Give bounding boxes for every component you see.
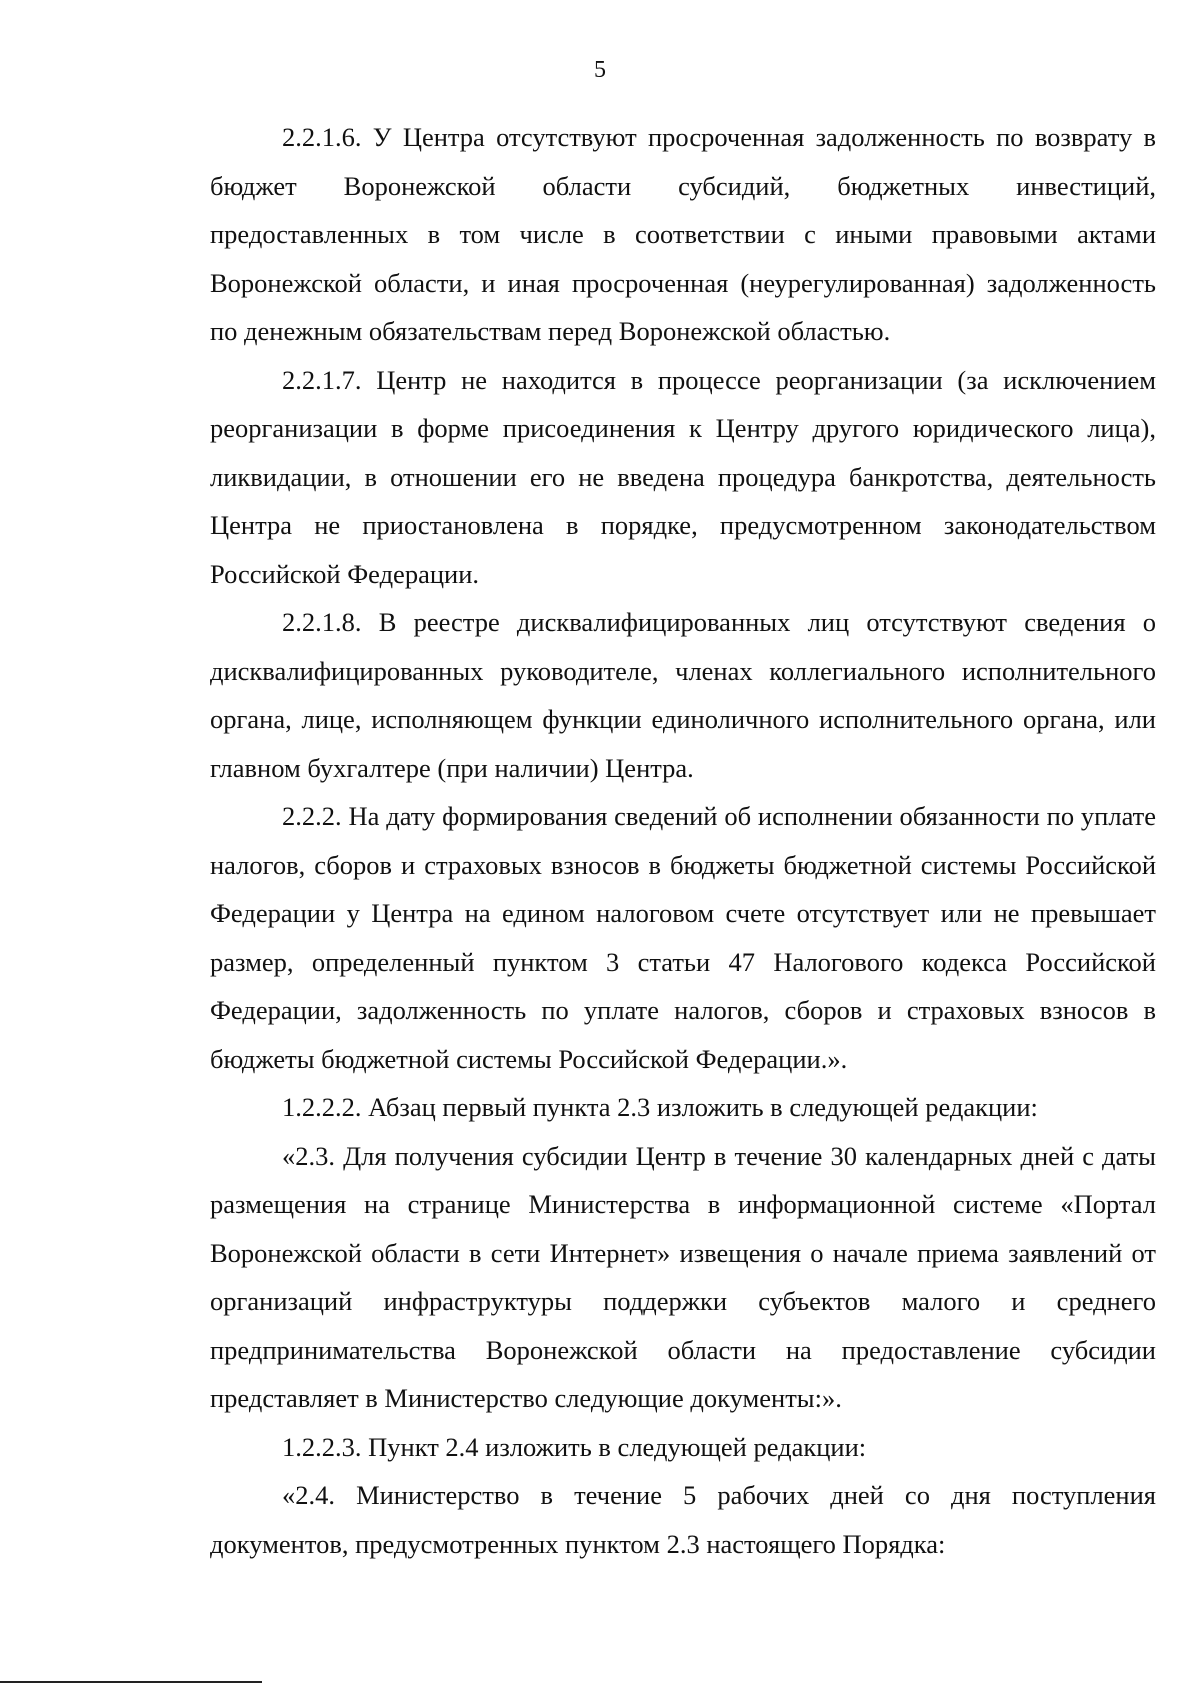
- paragraph-2-3-quote: «2.3. Для получения субсидии Центр в течение 30 календарных дней с даты размещения на странице Министерства в информационной системе «Портал Воронежской области в сети Интернет» извещения о начале приема заявлений от организаций инфраструктуры поддержки субъектов малого и среднего предпринимательства Воронежской области на предоставление субсидии представляет в Министерство следующие документы:».: [210, 1140, 1156, 1413]
- paragraph-1-2-2-3: 1.2.2.3. Пункт 2.4 изложить в следующей редакции:: [282, 1431, 867, 1462]
- footer-rule: [0, 1681, 262, 1683]
- paragraph-2-2-2: 2.2.2. На дату формирования сведений об исполнении обязанности по уплате налогов, сборов и страховых взносов в бюджеты бюджетной системы Российской Федерации у Центра на едином налоговом счете отсутствует или не превышает размер, определенный пунктом 3 статьи 47 Налогового кодекса Российской Федерации, задолженность по уплате налогов, сборов и страховых взносов в бюджеты бюджетной системы Российской Федерации.».: [210, 801, 1156, 1074]
- paragraph-1-2-2-2: 1.2.2.2. Абзац первый пункта 2.3 изложить в следующей редакции:: [282, 1092, 1038, 1122]
- page-number: 5: [594, 57, 606, 83]
- paragraph-2-2-1-8: 2.2.1.8. В реестре дисквалифицированных лиц отсутствуют сведения о дисквалифицированных руководителе, членах коллегиального исполнительного органа, лице, исполняющем функции единоличного исполнительного органа, или главном бухгалтере (при наличии) Центра.: [210, 607, 1156, 783]
- paragraph-2-4-quote: «2.4. Министерство в течение 5 рабочих дней со дня поступления документов, предусмотренных пунктом 2.3 настоящего Порядка:: [210, 1480, 1156, 1559]
- paragraph-2-2-1-6: 2.2.1.6. У Центра отсутствуют просроченная задолженность по возврату в бюджет Воронежской области субсидий, бюджетных инвестиций, предоставленных в том числе в соответствии с иными правовыми актами Воронежской области, и иная просроченная (неурегулированная) задолженность по денежным обязательствам перед Воронежской областью.: [210, 122, 1156, 346]
- paragraph-2-2-1-7: 2.2.1.7. Центр не находится в процессе реорганизации (за исключением реорганизации в форме присоединения к Центру другого юридического лица), ликвидации, в отношении его не введена процедура банкротства, деятельность Центра не приостановлена в порядке, предусмотренном законодательством Российской Федерации.: [210, 364, 1156, 589]
- document-body: [210, 113, 1156, 1568]
